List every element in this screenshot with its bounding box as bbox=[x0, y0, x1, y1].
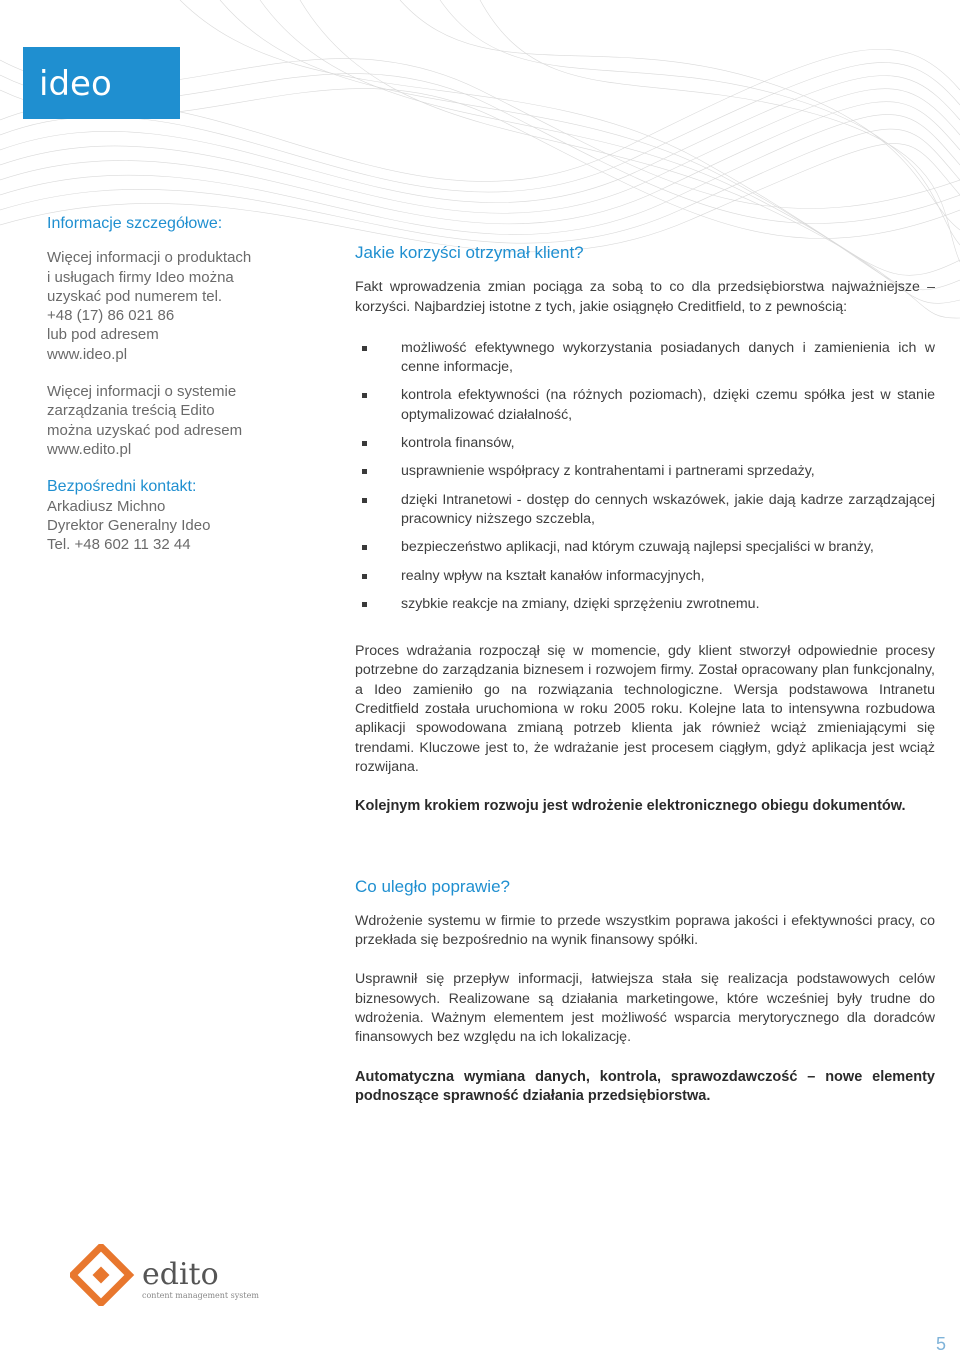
list-item bbox=[355, 339, 935, 378]
page-number: 5 bbox=[935, 1334, 946, 1354]
list-item-text: realny wpływ na kształt kanałów informacyjnych, bbox=[401, 567, 705, 584]
list-item bbox=[355, 567, 935, 586]
contact-name: Arkadiusz Michno bbox=[47, 497, 166, 515]
bullet-square-icon bbox=[362, 574, 367, 579]
system-info-line: można uzyskać pod adresem bbox=[47, 421, 243, 439]
edito-logo-tagline: content management system bbox=[142, 1291, 259, 1300]
list-item-text: szybkie reakcje na zmiany, dzięki sprzężeniu zwrotnemu. bbox=[401, 595, 760, 612]
bullet-square-icon bbox=[362, 393, 367, 398]
list-item-text: możliwość efektywnego wykorzystania posiadanych danych i zamienienia ich w cenne informacje, bbox=[401, 339, 935, 376]
list-item-text: kontrola finansów, bbox=[401, 435, 515, 452]
edito-website-link[interactable]: www.edito.pl bbox=[47, 440, 132, 458]
bullet-square-icon bbox=[362, 498, 367, 503]
ideo-website-link[interactable]: www.ideo.pl bbox=[47, 345, 128, 363]
contact-phone: Tel. +48 602 11 32 44 bbox=[47, 536, 191, 554]
sidebar-heading: Informacje szczegółowe: bbox=[47, 215, 223, 232]
product-info-line: uzyskać pod numerem tel. bbox=[47, 287, 223, 305]
section-title-benefits: Jakie korzyści otrzymał klient? bbox=[355, 243, 584, 262]
summary-statement: Automatyczna wymiana danych, kontrola, sprawozdawczość – nowe elementy podnoszące sprawność działania przedsiębiorstwa. bbox=[355, 1068, 935, 1104]
system-info-line: zarządzania treścią Edito bbox=[47, 402, 215, 420]
benefits-intro: Fakt wprowadzenia zmian pociąga za sobą to co dla przedsiębiorstwa najważniejsze – korzyści. Najbardziej istotne z tych, jakie osiągnęło Creditfield, to z pewnością: bbox=[355, 279, 935, 315]
section-title-improvements: Co uległo poprawie? bbox=[355, 876, 510, 896]
list-item bbox=[355, 595, 935, 614]
benefits-list bbox=[355, 339, 935, 614]
improvements-paragraph-1: Wdrożenie systemu w firmie to przede wszystkim poprawa jakości i efektywności pracy, co przekłada się bezpośrednio na wynik finansowy spółki. bbox=[355, 912, 935, 949]
product-info-paragraph bbox=[47, 248, 297, 364]
next-step-statement: Kolejnym krokiem rozwoju jest wdrożenie elektronicznego obiegu dokumentów. bbox=[355, 798, 906, 815]
list-item-text: kontrola efektywności (na różnych poziomach), dzięki czemu spółka jest w stanie optymalizować działalność, bbox=[401, 387, 935, 423]
edito-logo-name: edito bbox=[142, 1257, 219, 1292]
product-info-line: Więcej informacji o produktach bbox=[47, 249, 252, 267]
edito-logo bbox=[70, 1244, 260, 1306]
sidebar-info bbox=[47, 214, 297, 554]
edito-diamond-icon bbox=[73, 1247, 130, 1304]
bullet-square-icon bbox=[362, 469, 367, 474]
contact-role: Dyrektor Generalny Ideo bbox=[47, 516, 211, 534]
list-item bbox=[355, 386, 935, 425]
list-item-text: dzięki Intranetowi - dostęp do cennych wskazówek, jakie dają kadrze zarządzającej pracownicy niższego szczebla, bbox=[401, 491, 935, 527]
system-info-line: Więcej informacji o systemie bbox=[47, 383, 237, 401]
implementation-paragraph: Proces wdrażania rozpoczął się w momencie, gdy klient stworzył odpowiednie procesy potrzebne do zarządzania biznesem i rozwojem firmy. Został opracowany plan funkcjonalny, a Ideo zamieniło go na rozwiązania technologiczne. Wersja podstawowa Intranetu Creditfield została uruchomiona w roku 2005 roku. Kolejne lata to intensywna rozbudowa aplikacji spowodowana zmianą potrzeb klienta jak również wciąż zmieniającymi się trendami. Kluczowe jest to, że wdrażanie jest procesem ciągłym, gdyż aplikacja jest wciąż rozwijana. bbox=[355, 643, 935, 775]
product-info-line: +48 (17) 86 021 86 bbox=[47, 307, 175, 325]
list-item bbox=[355, 491, 935, 530]
edito-logo-mark bbox=[70, 1244, 260, 1306]
bullet-square-icon bbox=[362, 441, 367, 446]
list-item bbox=[355, 434, 935, 453]
list-item bbox=[355, 462, 935, 481]
main-content bbox=[355, 243, 935, 1106]
contact-heading: Bezpośredni kontakt: bbox=[47, 478, 197, 496]
ideo-logo-text: ideo bbox=[39, 64, 112, 104]
list-item bbox=[355, 538, 935, 557]
product-info-line: lub pod adresem bbox=[47, 326, 159, 344]
ideo-logo-mark bbox=[37, 59, 167, 107]
improvements-paragraph-2: Usprawnił się przepływ informacji, łatwiejsza stała się realizacja podstawowych celów biznesowych. Realizowane są działania marketingowe, które wcześniej były trudne do wdrożenia. Ważnym elementem jest możliwość wsparcia merytorycznego dla doradców finansowych bez względu na ich lokalizację. bbox=[355, 971, 935, 1046]
system-info-paragraph bbox=[47, 382, 297, 459]
bullet-square-icon bbox=[362, 602, 367, 607]
bullet-square-icon bbox=[362, 346, 367, 351]
product-info-line: i usługach firmy Ideo można bbox=[47, 268, 234, 286]
bullet-square-icon bbox=[362, 545, 367, 550]
ideo-logo bbox=[23, 47, 180, 119]
list-item-text: usprawnienie współpracy z kontrahentami i partnerami sprzedaży, bbox=[401, 463, 815, 480]
list-item-text: bezpieczeństwo aplikacji, nad którym czuwają najlepsi specjaliści w branży, bbox=[401, 539, 874, 556]
